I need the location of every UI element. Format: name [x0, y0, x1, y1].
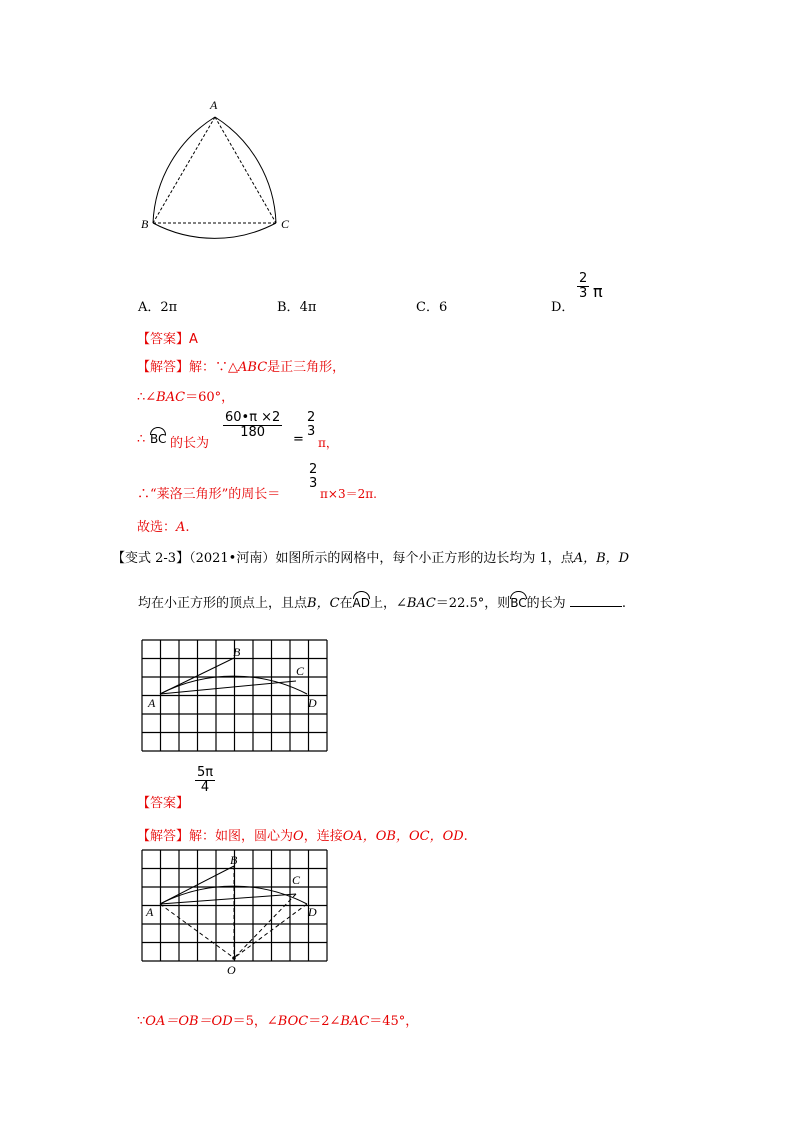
label-a: A: [210, 98, 218, 112]
solution-1-line-4: ∴“莱洛三角形”的周长＝ 2 3 π×3＝2π.: [137, 462, 377, 502]
option-a: A．2π: [138, 300, 178, 315]
grid1-label-a: A: [148, 696, 156, 710]
grid2-label-a: A: [146, 905, 154, 919]
grid-figure-1: [130, 632, 340, 757]
answer-2: 【答案】 $\frac{5\pi}{4}$: [137, 765, 214, 811]
reuleaux-figure: [130, 95, 305, 245]
arc-bc-symbol: BC: [150, 432, 167, 446]
problem-2-line-2: 均在小正方形的顶点上，且点B，C在AD上，∠BAC＝22.5°，则BC的长为 .: [138, 596, 626, 611]
arc-bc-symbol-2: BC: [510, 596, 527, 610]
side-ac: [215, 117, 276, 223]
solution-2-line-1: 【解答】解：如图，圆心为O，连接OA，OB，OC，OD.: [137, 829, 468, 844]
solution-1-line-3: ∴ BC 的长为 $\frac{60•\pi \times 2}{180}$ = 2 3 π，: [137, 410, 338, 451]
arc-bc: [153, 223, 276, 238]
label-c: C: [281, 217, 290, 231]
solution-1-line-1: 【解答】解：∵△ABC是正三角形，: [137, 360, 346, 375]
side-ab: [153, 117, 215, 223]
grid-figure-2: [130, 848, 340, 978]
problem-2-line-1: 【变式 2-3】（2021•河南）如图所示的网格中，每个小正方形的边长均为 1，点A，B，D: [112, 551, 630, 566]
label-b: B: [141, 217, 149, 231]
grid2-label-o: O: [227, 963, 236, 977]
grid2-label-b: B: [230, 853, 238, 867]
option-b: B．4π: [277, 300, 317, 315]
grid1-label-b: B: [233, 645, 241, 659]
solution-1-line-5: 故选：A.: [137, 520, 190, 535]
solution-2-final-line: ∵OA＝OB＝OD＝5，∠BOC＝2∠BAC＝45°，: [137, 1014, 419, 1029]
answer-1: 【答案】A: [137, 332, 198, 347]
arc-ad-symbol: AD: [352, 596, 370, 610]
grid1-label-d: D: [308, 696, 317, 710]
answer-blank: [570, 594, 622, 607]
grid1-label-c: C: [296, 664, 305, 678]
grid2-label-c: C: [292, 873, 301, 887]
grid2-label-d: D: [308, 905, 317, 919]
solution-1-line-2: ∴∠BAC＝60°，: [137, 390, 235, 405]
option-c: C．6: [416, 300, 448, 315]
